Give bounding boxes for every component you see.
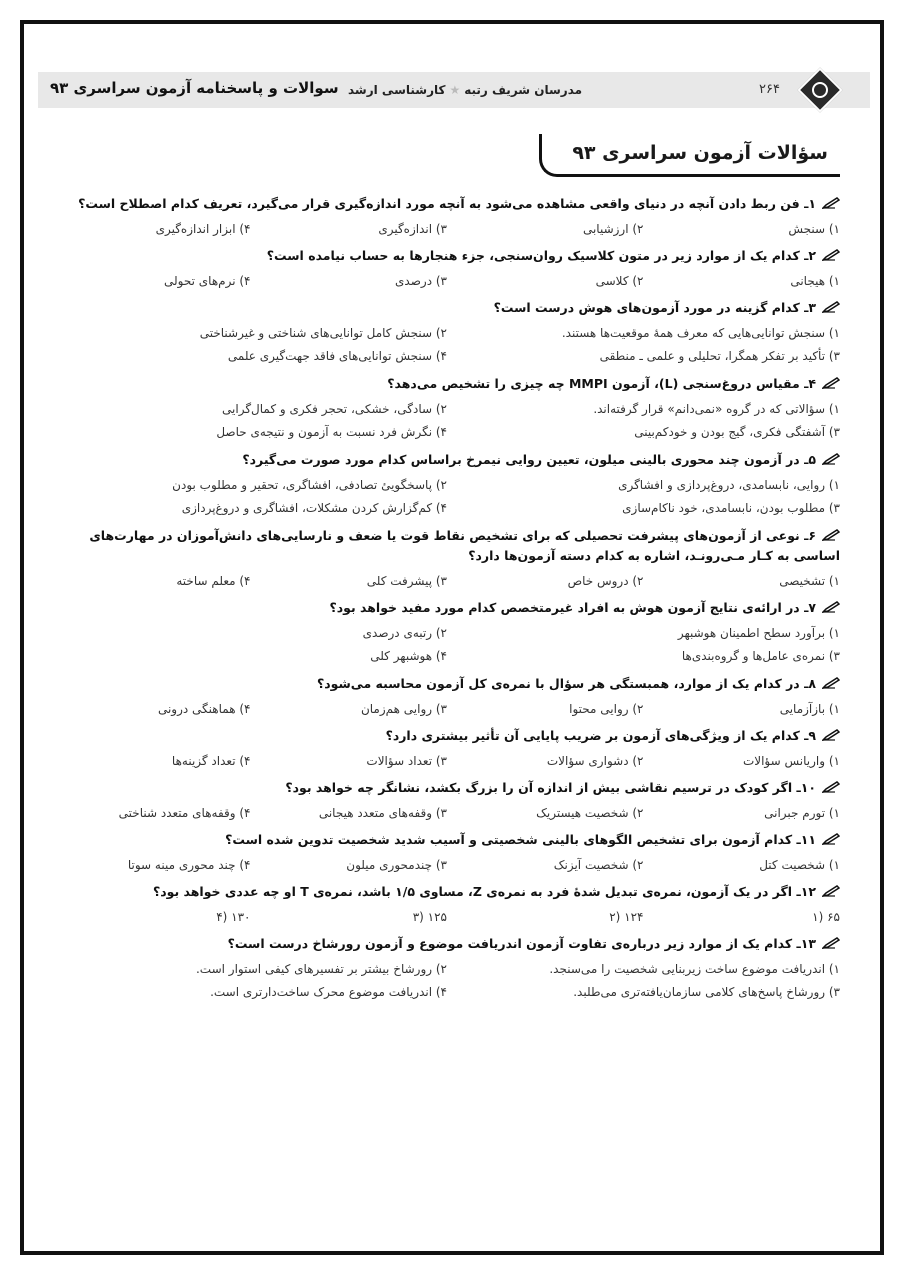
option-2: ۲) رتبه‌ی درصدی xyxy=(362,626,447,640)
star-icon: ★ xyxy=(449,83,461,97)
question-stem: ۱۱ـ کدام آزمون برای تشخیص الگوهای بالینی شخصیتی و آسیب شدید شخصیت تدوین شده است؟ xyxy=(54,830,840,850)
option-4: ۴) وقفه‌های متعدد شناختی xyxy=(118,806,251,820)
question-7 xyxy=(54,598,840,668)
pen-icon xyxy=(822,375,840,387)
option-3: ۳) وقفه‌های متعدد هیجانی xyxy=(318,806,447,820)
option-2: ۲) کلاسی xyxy=(595,274,644,288)
option-4: ۴) ابزار اندازه‌گیری xyxy=(155,222,251,236)
option-4: ۴) تعداد گزینه‌ها xyxy=(171,754,251,768)
question-stem: ۸ـ در کدام یک از موارد، همبستگی هر سؤال با نمره‌ی کل آزمون محاسبه می‌شود؟ xyxy=(54,674,840,694)
pen-icon xyxy=(822,935,840,947)
option-2: ۲) شخصیت هیستریک xyxy=(536,806,644,820)
option-4: ۴) هوشبهر کلی xyxy=(370,649,447,663)
question-list xyxy=(54,194,840,1010)
option-1: ۱) تورم جبرانی xyxy=(764,806,840,820)
option-4: ۱۳۰ (۴ xyxy=(216,910,251,924)
option-1: ۱) روایی، نابسامدی، دروغ‌پردازی و افشاگری xyxy=(618,478,840,492)
option-1: ۱) سؤالاتی که در گروه «نمی‌دانم» قرار گرفته‌اند. xyxy=(593,402,840,416)
pen-icon xyxy=(822,727,840,739)
option-2: ۲) شخصیت آیزنک xyxy=(553,858,644,872)
header-level: کارشناسی ارشد xyxy=(348,83,446,97)
option-2: ۲) رورشاخ بیشتر بر تفسیرهای کیفی استوار است. xyxy=(195,962,447,976)
option-2: ۱۲۴ (۲ xyxy=(609,910,644,924)
section-title: سؤالات آزمون سراسری ۹۳ xyxy=(539,134,840,177)
pen-icon xyxy=(822,195,840,207)
option-3: ۱۲۵ (۳ xyxy=(412,910,447,924)
option-3: ۳) مطلوب بودن، نابسامدی، خود ناکام‌سازی xyxy=(622,501,840,515)
options-grid xyxy=(54,474,840,520)
option-1: ۱) سنجش xyxy=(788,222,840,236)
option-3: ۳) پیشرفت کلی xyxy=(366,574,447,588)
pen-icon xyxy=(822,599,840,611)
options-row xyxy=(54,270,840,292)
question-1 xyxy=(54,194,840,240)
pen-icon xyxy=(822,451,840,463)
option-3: ۳) آشفتگی فکری، گیج بودن و خودکم‌بینی xyxy=(634,425,840,439)
question-stem: ۲ـ کدام یک از موارد زیر در متون کلاسیک روان‌سنجی، جزء هنجارها به حساب نیامده است؟ xyxy=(54,246,840,266)
option-3: ۳) اندازه‌گیری xyxy=(378,222,447,236)
header-book-title: سوالات و پاسخنامه آزمون سراسری ۹۳ xyxy=(50,79,339,97)
question-6 xyxy=(54,526,840,592)
header-center-text xyxy=(348,83,582,97)
question-stem: ۱۰ـ اگر کودک در ترسیم نقاشی بیش از اندازه آن را بزرگ بکشد، نشانگر چه خواهد بود؟ xyxy=(54,778,840,798)
option-4: ۴) هماهنگی درونی xyxy=(157,702,251,716)
options-row xyxy=(54,570,840,592)
options-grid xyxy=(54,622,840,668)
question-11 xyxy=(54,830,840,876)
page-number: ۲۶۴ xyxy=(759,82,780,97)
option-1: ۱) برآورد سطح اطمینان هوشبهر xyxy=(677,626,840,640)
options-row xyxy=(54,698,840,720)
option-2: ۲) پاسخگوییٔ تصادفی، افشاگری، تحقیر و مطلوب بودن xyxy=(172,478,447,492)
question-4 xyxy=(54,374,840,444)
option-3: ۳) روایی هم‌زمان xyxy=(360,702,447,716)
option-1: ۱) واریانس سؤالات xyxy=(742,754,840,768)
question-2 xyxy=(54,246,840,292)
option-3: ۳) نمره‌ی عامل‌ها و گروه‌بندی‌ها xyxy=(681,649,840,663)
options-row xyxy=(54,854,840,876)
option-2: ۲) روایی محتوا xyxy=(569,702,644,716)
pen-icon xyxy=(822,779,840,791)
option-2: ۲) سادگی، خشکی، تحجر فکری و کمال‌گرایی xyxy=(222,402,447,416)
option-1: ۱) هیجانی xyxy=(790,274,840,288)
option-1: ۱) بازآزمایی xyxy=(779,702,840,716)
option-3: ۳) تأکید بر تفکر همگرا، تحلیلی و علمی ـ منطقی xyxy=(599,349,840,363)
option-1: ۶۵ (۱ xyxy=(812,910,840,924)
options-grid xyxy=(54,322,840,368)
option-4: ۴) چند محوری مینه سوتا xyxy=(127,858,251,872)
option-4: ۴) اندریافت موضوع محرک ساخت‌دارتری است. xyxy=(210,985,447,999)
option-3: ۳) تعداد سؤالات xyxy=(366,754,447,768)
option-1: ۱) تشخیصی xyxy=(779,574,840,588)
options-row xyxy=(54,802,840,824)
option-2: ۲) دشواری سؤالات xyxy=(546,754,644,768)
option-4: ۴) نگرش فرد نسبت به آزمون و نتیجه‌ی حاصل xyxy=(216,425,447,439)
question-3 xyxy=(54,298,840,368)
question-5 xyxy=(54,450,840,520)
option-1: ۱) شخصیت کتل xyxy=(759,858,840,872)
question-9 xyxy=(54,726,840,772)
options-row xyxy=(54,750,840,772)
options-grid xyxy=(54,958,840,1004)
question-stem: ۱۲ـ اگر در یک آزمون، نمره‌ی تبدیل شدهٔ فرد به نمره‌ی Z، مساوی ۱/۵ باشد، نمره‌ی T او چه عددی خواهد بود؟ xyxy=(54,882,840,902)
question-stem: ۷ـ در ارائه‌ی نتایج آزمون هوش به افراد غیرمتخصص کدام مورد مفید خواهد بود؟ xyxy=(54,598,840,618)
option-2: ۲) ارزشیابی xyxy=(582,222,644,236)
option-4: ۴) نرم‌های تحولی xyxy=(164,274,251,288)
pen-icon xyxy=(822,883,840,895)
question-stem: ۶ـ نوعی از آزمون‌های پیشرفت تحصیلی که برای تشخیص نقاط قوت یا ضعف و نارسایی‌های دانش‌آموزان در مهارت‌های اساسی به کـار مـی‌رونـد، اشاره به کدام دسته آزمون‌ها دارد؟ xyxy=(89,528,840,563)
options-grid xyxy=(54,398,840,444)
question-stem: ۱۳ـ کدام یک از موارد زیر درباره‌ی تفاوت آزمون اندریافت موضوع و آزمون رورشاخ درست است؟ xyxy=(54,934,840,954)
option-4: ۴) سنجش توانایی‌های فاقد جهت‌گیری علمی xyxy=(227,349,447,363)
pen-icon xyxy=(822,247,840,259)
option-1: ۱) اندریافت موضوع ساخت زیربنایی شخصیت را می‌سنجد. xyxy=(549,962,840,976)
question-stem: ۹ـ کدام یک از ویژگی‌های آزمون بر ضریب پایایی آن تأثیر بیشتری دارد؟ xyxy=(54,726,840,746)
page-frame xyxy=(20,20,884,1255)
logo-emblem-icon xyxy=(812,82,828,98)
option-3: ۳) رورشاخ پاسخ‌های کلامی سازمان‌یافته‌تری می‌طلبد. xyxy=(573,985,840,999)
page-header xyxy=(38,72,870,108)
question-stem: ۴ـ مقیاس دروغ‌سنجی (L)، آزمون MMPI چه چیزی را تشخیص می‌دهد؟ xyxy=(54,374,840,394)
pen-icon xyxy=(822,299,840,311)
question-8 xyxy=(54,674,840,720)
options-row xyxy=(54,218,840,240)
option-4: ۴) معلم ساخته xyxy=(176,574,251,588)
question-10 xyxy=(54,778,840,824)
question-12 xyxy=(54,882,840,928)
pen-icon xyxy=(822,831,840,843)
pen-icon xyxy=(822,675,840,687)
question-stem: ۳ـ کدام گزینه در مورد آزمون‌های هوش درست است؟ xyxy=(54,298,840,318)
option-4: ۴) کم‌گزارش کردن مشکلات، افشاگری و دروغ‌پردازی xyxy=(181,501,447,515)
header-publisher: مدرسان شریف رتبه xyxy=(464,83,583,97)
option-2: ۲) سنجش کامل توانایی‌های شناختی و غیرشناختی xyxy=(199,326,447,340)
option-3: ۳) درصدی xyxy=(395,274,447,288)
options-row xyxy=(54,906,840,928)
question-13 xyxy=(54,934,840,1004)
option-3: ۳) چندمحوری میلون xyxy=(346,858,447,872)
pen-icon xyxy=(822,527,840,539)
option-1: ۱) سنجش توانایی‌هایی که معرف همهٔ موقعیت‌ها هستند. xyxy=(561,326,840,340)
option-2: ۲) دروس خاص xyxy=(567,574,644,588)
question-stem: ۱ـ فن ربط دادن آنچه در دنیای واقعی مشاهده می‌شود به آنچه مورد اندازه‌گیری قرار می‌گیرد، تعریف کدام اصطلاح است؟ xyxy=(54,194,840,214)
question-stem: ۵ـ در آزمون چند محوری بالینی میلون، تعیین روایی نیمرخ براساس کدام مورد صورت می‌گیرد؟ xyxy=(54,450,840,470)
